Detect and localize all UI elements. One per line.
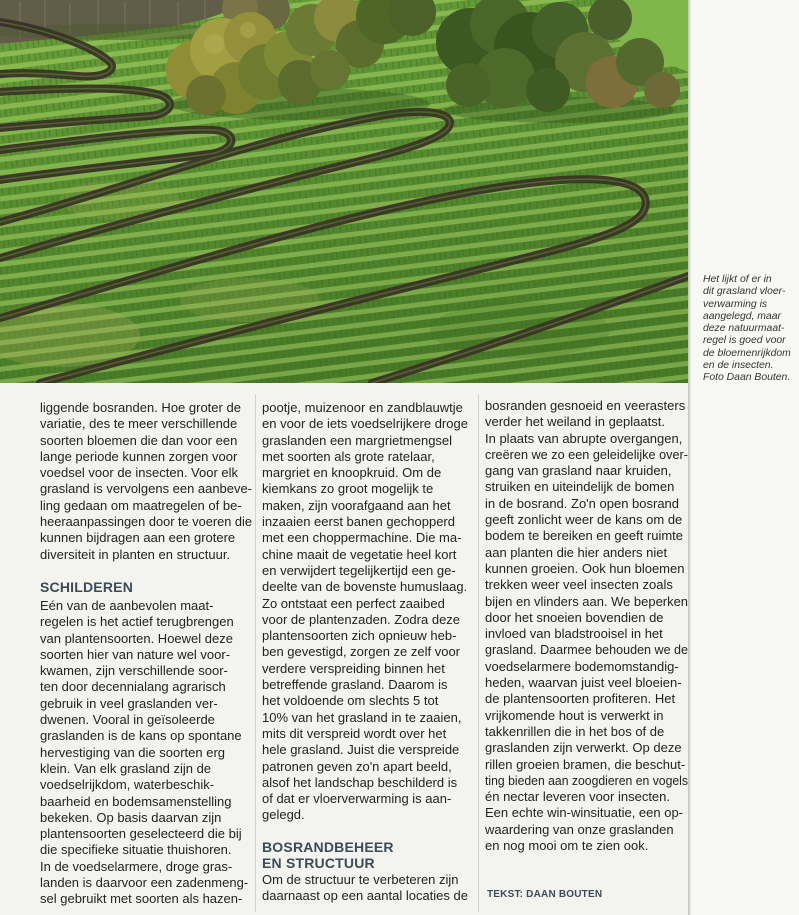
text-line-text: lange periode kunnen zorgen voor <box>40 448 238 464</box>
text-line <box>485 675 688 691</box>
text-line <box>262 726 474 742</box>
text-line-text: waardering van onze graslanden <box>485 821 674 837</box>
text-line <box>485 626 688 642</box>
field-photo <box>0 0 688 383</box>
text-line-text: maken, zijn voorafgaand aan het <box>262 497 451 513</box>
text-line <box>40 433 252 449</box>
text-line <box>262 693 474 709</box>
text-line-text: sel gebruikt met soorten als hazen- <box>40 891 243 907</box>
text-line <box>262 481 474 497</box>
text-line-text: struiken en uiteindelijk de bomen <box>485 479 675 495</box>
caption-line <box>703 348 797 360</box>
text-line-text: takkenrillen die in het bos of de <box>485 723 665 739</box>
text-line <box>262 465 474 481</box>
text-line <box>485 691 688 707</box>
text-line-text: regelen is het actief terugbrengen <box>40 614 234 630</box>
column-2-paragraph <box>262 400 474 824</box>
text-line-text: en verwijdert tegelijkertijd een ge- <box>262 562 456 578</box>
text-line-text: met een choppermachine. Die ma- <box>262 530 462 546</box>
text-line <box>485 740 688 756</box>
heading-line <box>262 856 474 872</box>
text-line-text: verder het weiland in geplaatst. <box>485 414 665 430</box>
section-heading-bosrandbeheer <box>262 840 474 871</box>
text-line <box>485 398 688 414</box>
text-line <box>262 612 474 628</box>
text-line <box>485 512 688 528</box>
text-line <box>40 547 252 563</box>
text-line-text: rillen groeien bramen, die beschut- <box>485 756 686 772</box>
text-line-text: daarnaast op een aantal locaties de <box>262 888 468 904</box>
text-line <box>485 789 688 805</box>
text-line-text: mits dit verspreid wordt over het <box>262 725 447 741</box>
text-line-text: landen is daarvoor een zadenmeng- <box>40 875 249 891</box>
text-line-text: en nog mooi om te zien ook. <box>485 838 649 854</box>
column-divider <box>478 394 479 912</box>
text-line-text: chine maait de vegetatie heel kort <box>262 546 457 562</box>
text-line <box>40 498 252 514</box>
text-line-text: gelegd. <box>262 807 305 823</box>
text-line-text: inzaaien eerst banen gechopperd <box>262 514 455 530</box>
text-line <box>262 677 474 693</box>
text-line-text: creëren we zo een geleidelijke over- <box>485 446 688 462</box>
text-line <box>485 545 688 561</box>
text-line <box>262 628 474 644</box>
text-line <box>40 514 252 530</box>
text-line <box>40 859 252 875</box>
text-line <box>262 596 474 612</box>
text-line <box>40 663 252 679</box>
text-line <box>262 514 474 530</box>
text-line-text: dwenen. Vooral in geïsoleerde <box>40 712 215 728</box>
text-line <box>40 530 252 546</box>
text-line <box>485 528 688 544</box>
text-line-text: hele grasland. Juist die verspreide <box>262 742 460 758</box>
text-line <box>262 563 474 579</box>
column-1-paragraph-intro <box>40 400 252 563</box>
text-line <box>40 745 252 761</box>
text-line-text: graslanden is de kans op spontane <box>40 728 242 744</box>
text-line-text: invloed van bladstrooisel in het <box>485 626 663 642</box>
text-line-text: liggende bosranden. Hoe groter de <box>40 400 241 415</box>
text-line <box>485 822 688 838</box>
text-line <box>40 631 252 647</box>
text-line-text: ben gevestigd, zorgen ze zelf voor <box>262 644 461 660</box>
text-line-text: soorten bloemen die dan voor een <box>40 432 238 448</box>
caption-line-text: Foto Daan Bouten. <box>703 372 791 383</box>
text-line-text: grasland is vervolgens een aanbeve- <box>40 481 252 497</box>
column-3-paragraph <box>485 398 688 854</box>
text-line-text: variatie, des te meer verschillende <box>40 416 238 432</box>
text-line-text: vrijkomende hout is verwerkt in <box>485 707 664 723</box>
text-line-text: Om de structuur te verbeteren zijn <box>262 872 459 887</box>
facing-page-margin <box>691 0 799 915</box>
text-line-text: In de voedselarmere, droge gras- <box>40 858 233 874</box>
text-line-text: in de bosrand. Zo'n open bosrand <box>485 495 680 511</box>
text-line <box>485 724 688 740</box>
text-line-text: bijen en vlinders aan. We beperken <box>485 593 688 609</box>
text-line <box>262 742 474 758</box>
text-line <box>262 661 474 677</box>
page-gutter <box>688 0 691 915</box>
text-line-text: aan planten die hier anders niet <box>485 544 668 560</box>
text-line <box>40 810 252 826</box>
caption-line-text: regel is goed voor <box>703 335 786 347</box>
text-line <box>40 891 252 907</box>
text-line-text: bodem te bereiken en geeft ruimte <box>485 528 684 544</box>
text-line <box>40 777 252 793</box>
text-line-text: trekken weer veel insecten zoals <box>485 577 673 593</box>
text-line-text: die specifieke situatie thuishoren. <box>40 842 232 858</box>
caption-line <box>703 323 797 335</box>
text-line <box>262 807 474 823</box>
text-line-text: kiemkans zo groot mogelijk te <box>262 481 434 497</box>
heading-text: SCHILDEREN <box>40 579 134 595</box>
text-line <box>262 710 474 726</box>
text-line-text: betreffende grasland. Daarom is <box>262 677 448 693</box>
heading-text: BOSRANDBEHEER <box>262 839 394 855</box>
text-line-text: 10% van het grasland in te zaaien, <box>262 709 462 725</box>
text-line <box>262 791 474 807</box>
caption-line <box>703 311 797 323</box>
text-line <box>485 463 688 479</box>
column-1-paragraph-schilderen <box>40 598 252 908</box>
text-line-text: heden, waarvan juist veel bloeien- <box>485 675 682 691</box>
text-line <box>262 449 474 465</box>
caption-line-text: dit grasland vloer- <box>703 286 786 298</box>
text-line <box>485 708 688 724</box>
text-line <box>262 775 474 791</box>
text-line <box>262 530 474 546</box>
text-line <box>485 496 688 512</box>
text-line <box>40 647 252 663</box>
text-line-text: bekeken. Op basis daarvan zijn <box>40 809 222 825</box>
text-line <box>485 594 688 610</box>
text-line <box>485 757 688 773</box>
column-2-paragraph-structuur <box>262 872 474 905</box>
caption-line-text: Het lijkt of er in <box>703 274 772 285</box>
column-divider <box>255 394 256 912</box>
text-line-text: baarheid en bodemsamenstelling <box>40 793 232 809</box>
text-line <box>262 888 474 904</box>
text-line <box>40 842 252 858</box>
text-line-text: gebruik in veel graslanden ver- <box>40 695 218 711</box>
text-line <box>485 577 688 593</box>
text-line-text: en voor de iets voedselrijkere droge <box>262 416 468 432</box>
text-line <box>485 610 688 626</box>
text-line <box>40 761 252 777</box>
text-line <box>485 414 688 430</box>
text-line <box>262 416 474 432</box>
text-line <box>485 773 688 789</box>
text-line-text: kunnen groeien. Ook hun bloemen <box>485 560 685 576</box>
text-line <box>262 759 474 775</box>
text-line-text: graslanden een margrietmengsel <box>262 432 453 448</box>
text-line <box>485 659 688 675</box>
text-line <box>262 579 474 595</box>
text-line <box>40 481 252 497</box>
text-line-text: met soorten als grote ratelaar, <box>262 448 435 464</box>
text-line-text: van plantensoorten. Hoewel deze <box>40 630 233 646</box>
text-line-text: hervestiging van die soorten erg <box>40 744 226 760</box>
text-line <box>40 696 252 712</box>
text-line-text: gang van grasland naar kruiden, <box>485 463 672 479</box>
text-line <box>40 826 252 842</box>
caption-line <box>703 360 797 372</box>
text-line-text: Eén van de aanbevolen maat- <box>40 598 214 613</box>
text-line-text: ting bieden aan zoogdieren en vogels <box>485 772 688 788</box>
text-line-text: voor de plantenzaden. Zodra deze <box>262 611 461 627</box>
text-line <box>262 644 474 660</box>
text-line-text: bosranden gesnoeid en veerasters <box>485 398 686 413</box>
text-line <box>40 728 252 744</box>
text-line <box>485 479 688 495</box>
text-line-text: klein. Van elk grasland zijn de <box>40 760 212 776</box>
text-line <box>262 433 474 449</box>
caption-line <box>703 286 797 298</box>
text-line-text: diversiteit in planten en structuur. <box>40 546 231 562</box>
text-line <box>40 449 252 465</box>
text-line-text: ten door decennialang agrarisch <box>40 679 226 695</box>
text-line-text: Een echte win-winsituatie, een op- <box>485 805 684 821</box>
text-line-text: patronen geven zo'n apart beeld, <box>262 758 452 774</box>
text-line <box>40 712 252 728</box>
caption-line-text: verwarming is <box>703 298 768 310</box>
text-line-text: ling gedaan om maatregelen of be- <box>40 497 242 513</box>
text-line <box>485 838 688 854</box>
text-line <box>485 805 688 821</box>
text-line <box>40 614 252 630</box>
text-line-text: kunnen bijdragen aan een grotere <box>40 530 236 546</box>
section-heading-schilderen <box>40 580 252 596</box>
text-line-text: graslanden zijn verwerkt. Op deze <box>485 740 682 756</box>
text-line-text: door het snoeien bovendien de <box>485 609 664 625</box>
caption-line <box>703 299 797 311</box>
text-line-text: soorten hier van nature wel voor- <box>40 646 231 662</box>
text-line-text: heeraanpassingen door te voeren die <box>40 514 252 530</box>
text-line <box>262 498 474 514</box>
text-line <box>40 465 252 481</box>
heading-text: EN STRUCTUUR <box>262 854 375 871</box>
caption-line <box>703 274 797 286</box>
text-line-text: of dat er vloerverwarming is aan- <box>262 791 452 807</box>
text-line <box>485 642 688 658</box>
caption-line-text: en de insecten. <box>703 359 774 371</box>
text-line <box>262 400 474 416</box>
text-line <box>485 561 688 577</box>
text-line <box>40 400 252 416</box>
text-line-text: het voldoende om slechts 5 tot <box>262 693 439 709</box>
text-line-text: pootje, muizenoor en zandblauwtje <box>262 400 463 415</box>
text-line-text: voedselrijkdom, waterbeschik- <box>40 777 215 793</box>
text-line <box>40 416 252 432</box>
author-credit: TEKST: DAAN BOUTEN <box>487 889 603 900</box>
text-line-text: margriet en knoopkruid. Om de <box>262 465 442 481</box>
text-line-text: deelte van de bovenste humuslaag. <box>262 579 468 595</box>
text-line-text: plantensoorten zich opnieuw heb- <box>262 628 457 644</box>
text-line-text: én nectar leveren voor insecten. <box>485 789 670 805</box>
text-line-text: kwamen, zijn verschillende soor- <box>40 663 228 679</box>
caption-line-text: de bloemenrijkdom <box>703 347 791 359</box>
text-line-text: In plaats van abrupte overgangen, <box>485 430 683 446</box>
text-line <box>40 598 252 614</box>
caption-line-text: deze natuurmaat- <box>703 323 785 334</box>
text-line <box>40 794 252 810</box>
text-line <box>262 547 474 563</box>
text-line <box>485 447 688 463</box>
heading-line <box>262 840 474 856</box>
text-line <box>485 431 688 447</box>
caption-line <box>703 335 797 347</box>
text-line-text: voedsel voor de insecten. Voor elk <box>40 465 239 481</box>
heading-line <box>40 580 252 596</box>
text-line <box>40 875 252 891</box>
text-line <box>40 679 252 695</box>
text-line-text: alsof het landschap beschilderd is <box>262 774 458 790</box>
photo-caption <box>703 274 797 384</box>
text-line-text: grasland. Daarmee behouden we de <box>485 642 688 658</box>
caption-line <box>703 372 797 384</box>
caption-line-text: aangelegd, maar <box>703 310 781 322</box>
text-line-text: geeft zonlicht weer de kans om de <box>485 512 683 528</box>
text-line-text: voedselarmere bodemomstandig- <box>485 658 679 674</box>
text-line-text: Zo ontstaat een perfect zaaibed <box>262 595 445 611</box>
text-line <box>262 872 474 888</box>
text-line-text: plantensoorten geselecteerd die bij <box>40 826 242 842</box>
text-line-text: de plantensoorten profiteren. Het <box>485 691 676 707</box>
text-line-text: verdere verspreiding binnen het <box>262 660 445 676</box>
